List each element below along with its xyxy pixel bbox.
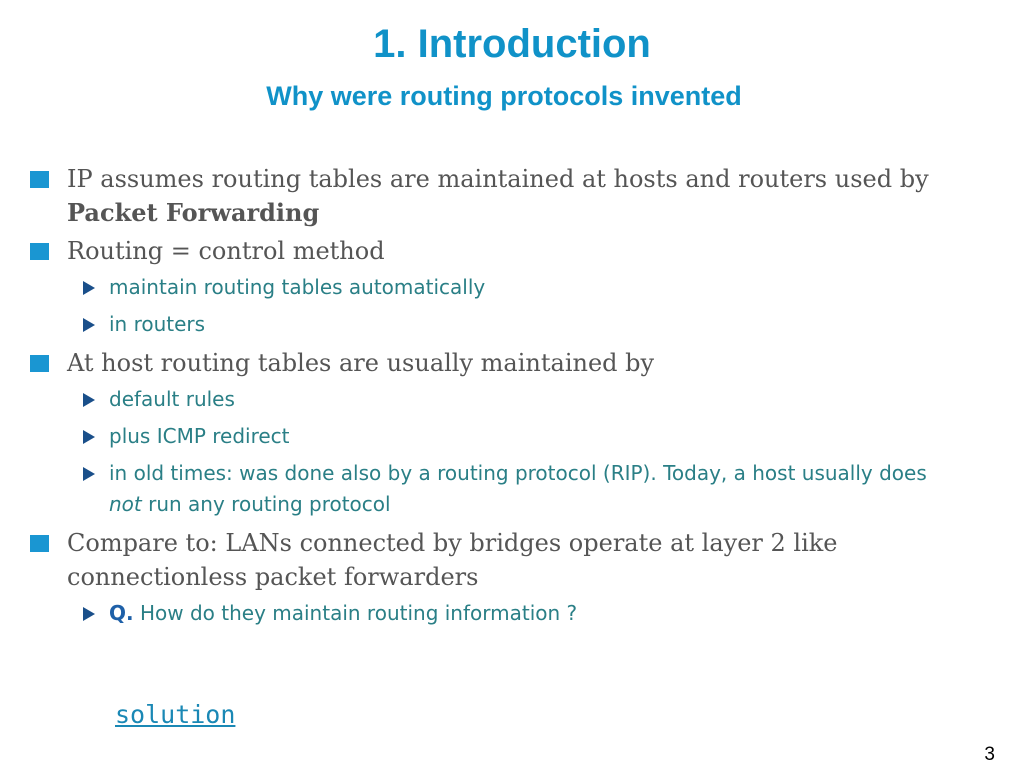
sub-bullet-text: plus ICMP redirect [109,424,290,448]
question-label: Q. [109,601,134,625]
slide-subtitle: Why were routing protocols invented [266,81,742,111]
sub-bullet-item [30,272,980,303]
bullet-text: Compare to: LANs connected by bridges operate at layer 2 like connectionless packet forwarders [67,529,838,591]
triangle-arrow-icon [83,467,95,481]
square-bullet-icon [30,355,49,372]
sub-bullet-italic: not [109,492,142,516]
sub-bullet-item [30,598,980,629]
sub-bullet-item [30,458,980,520]
sub-bullet-text: in old times: was done also by a routing protocol (RIP). Today, a host usually does [109,461,927,485]
square-bullet-icon [30,171,49,188]
bullet-text: IP assumes routing tables are maintained at hosts and routers used by [67,165,929,193]
triangle-arrow-icon [83,281,95,295]
square-bullet-icon [30,535,49,552]
bullet-item [30,346,980,380]
square-bullet-icon [30,243,49,260]
sub-bullet-item [30,309,980,340]
slide-title: 1. Introduction [373,22,651,66]
sub-bullet-item [30,384,980,415]
bullet-bold-text: Packet Forwarding [67,198,320,227]
triangle-arrow-icon [83,607,95,621]
sub-bullet-text: in routers [109,312,206,336]
bullet-text: At host routing tables are usually maintained by [67,349,655,377]
bullet-text: Routing = control method [67,237,385,265]
question-text: How do they maintain routing information ? [133,601,578,625]
solution-link[interactable]: solution [115,700,236,729]
bullet-item [30,162,980,230]
sub-bullet-item [30,421,980,452]
bullet-item [30,526,980,594]
sub-bullet-text: maintain routing tables automatically [109,275,486,299]
page-number: 3 [984,744,995,765]
triangle-arrow-icon [83,318,95,332]
bullet-item [30,234,980,268]
triangle-arrow-icon [83,393,95,407]
triangle-arrow-icon [83,430,95,444]
sub-bullet-text: default rules [109,387,235,411]
slide-content [30,162,980,635]
sub-bullet-text-tail: run any routing protocol [141,492,391,516]
